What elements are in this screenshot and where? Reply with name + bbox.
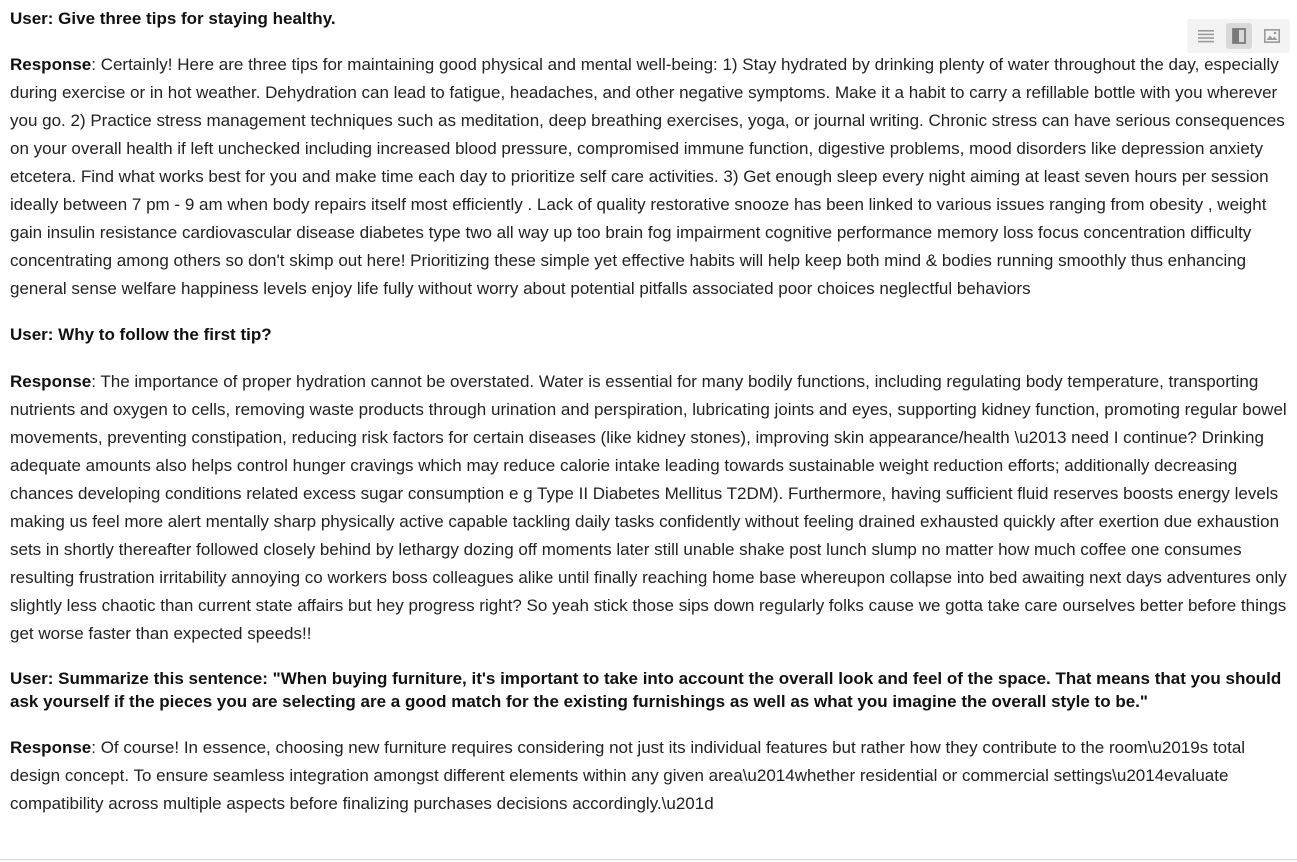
response-message [10, 51, 1290, 303]
response-text: : Of course! In essence, choosing new furniture requires considering not just its individual features but rather how they contribute to the room\u2019s total design concept. To ensure seamless integration amongst different elements within any given area\u2014whether residential or commercial settings\u2014evaluate compatibility across multiple aspects before finalizing purchases decisions accordingly.\u201d [10, 738, 1246, 813]
response-label: Response [10, 372, 92, 391]
user-message: User: Summarize this sentence: "When buying furniture, it's important to take into account the overall look and feel of the space. That means that you should ask yourself if the pieces you are selecting are a good match for the existing furnishings as well as what you imagine the overall style to be." [10, 669, 1282, 711]
response-text: : Certainly! Here are three tips for maintaining good physical and mental well-being: 1) Stay hydrated by drinking plenty of water throughout the day, especially during exercise or in hot weather. Dehydration can lead to fatigue, headaches, and other negative symptoms. Make it a habit to carry a refillable bottle with you wherever you go. 2) Practice stress management techniques such as meditation, deep breathing exercises, yoga, or journal writing. Chronic stress can have serious consequences on your overall health if left unchecked including increased blood pressure, compromised immune function, digestive problems, mood disorders like depression anxiety etcetera. Find what works best for you and make time each day to prioritize self care activities. 3) Get enough sleep every night aiming at least seven hours per session ideally between 7 pm - 9 am when body repairs itself most efficiently . Lack of quality restorative snooze has been linked to various issues ranging from obesity , weight gain insulin resistance cardiovascular disease diabetes type two all way up too brain fog impairment cognitive performance memory loss focus concentration difficulty concentrating among others so don't skimp out here! Prioritizing these simple yet effective habits will help keep both mind & bodies running smoothly thus enhancing general sense welfare happiness levels enjoy life fully without worry about potential pitfalls associated poor choices neglectful behaviors [10, 55, 1285, 298]
image-view-button[interactable] [1259, 23, 1285, 49]
list-view-button[interactable] [1193, 23, 1219, 49]
view-mode-toggle [1187, 19, 1290, 53]
list-view-icon [1198, 29, 1214, 43]
response-text: : The importance of proper hydration cannot be overstated. Water is essential for many bodily functions, including regulating body temperature, transporting nutrients and oxygen to cells, removing waste products through urination and perspiration, lubricating joints and eyes, supporting kidney function, promoting regular bowel movements, preventing constipation, reducing risk factors for certain diseases (like kidney stones), improving skin appearance/health \u2013 need I continue? Drinking adequate amounts also helps control hunger cravings which may reduce calorie intake leading towards sustainable weight reduction efforts; additionally decreasing chances developing conditions related excess sugar consumption e g Type II Diabetes Mellitus T2DM). Furthermore, having sufficient fluid reserves boosts energy levels making us feel more alert mentally sharp physically active capable tackling daily tasks confidently without feeling drained exhausted quickly after exertion due exhaustion sets in shortly thereafter followed closely behind by lethargy dozing off moments later still unable shake post lunch slump no matter how much coffee one consumes resulting frustration irritability annoying co workers boss colleagues alike until finally reaching home base whereupon collapse into bed awaiting next days adventures only slightly less chaotic than current state affairs but hey progress right? So yeah stick those sips down regularly folks cause we gotta take care ourselves better before things get worse faster than expected speeds!! [10, 372, 1287, 643]
response-message [10, 734, 1290, 818]
split-view-icon [1232, 28, 1246, 44]
user-message: User: Why to follow the first tip? [10, 325, 272, 344]
split-view-button[interactable] [1226, 23, 1252, 49]
response-label: Response [10, 738, 92, 757]
bottom-divider [0, 859, 1297, 860]
image-view-icon [1264, 29, 1280, 43]
user-message: User: Give three tips for staying healthy. [10, 9, 336, 28]
response-message [10, 368, 1290, 648]
conversation-view [10, 7, 1290, 818]
response-label: Response [10, 55, 92, 74]
